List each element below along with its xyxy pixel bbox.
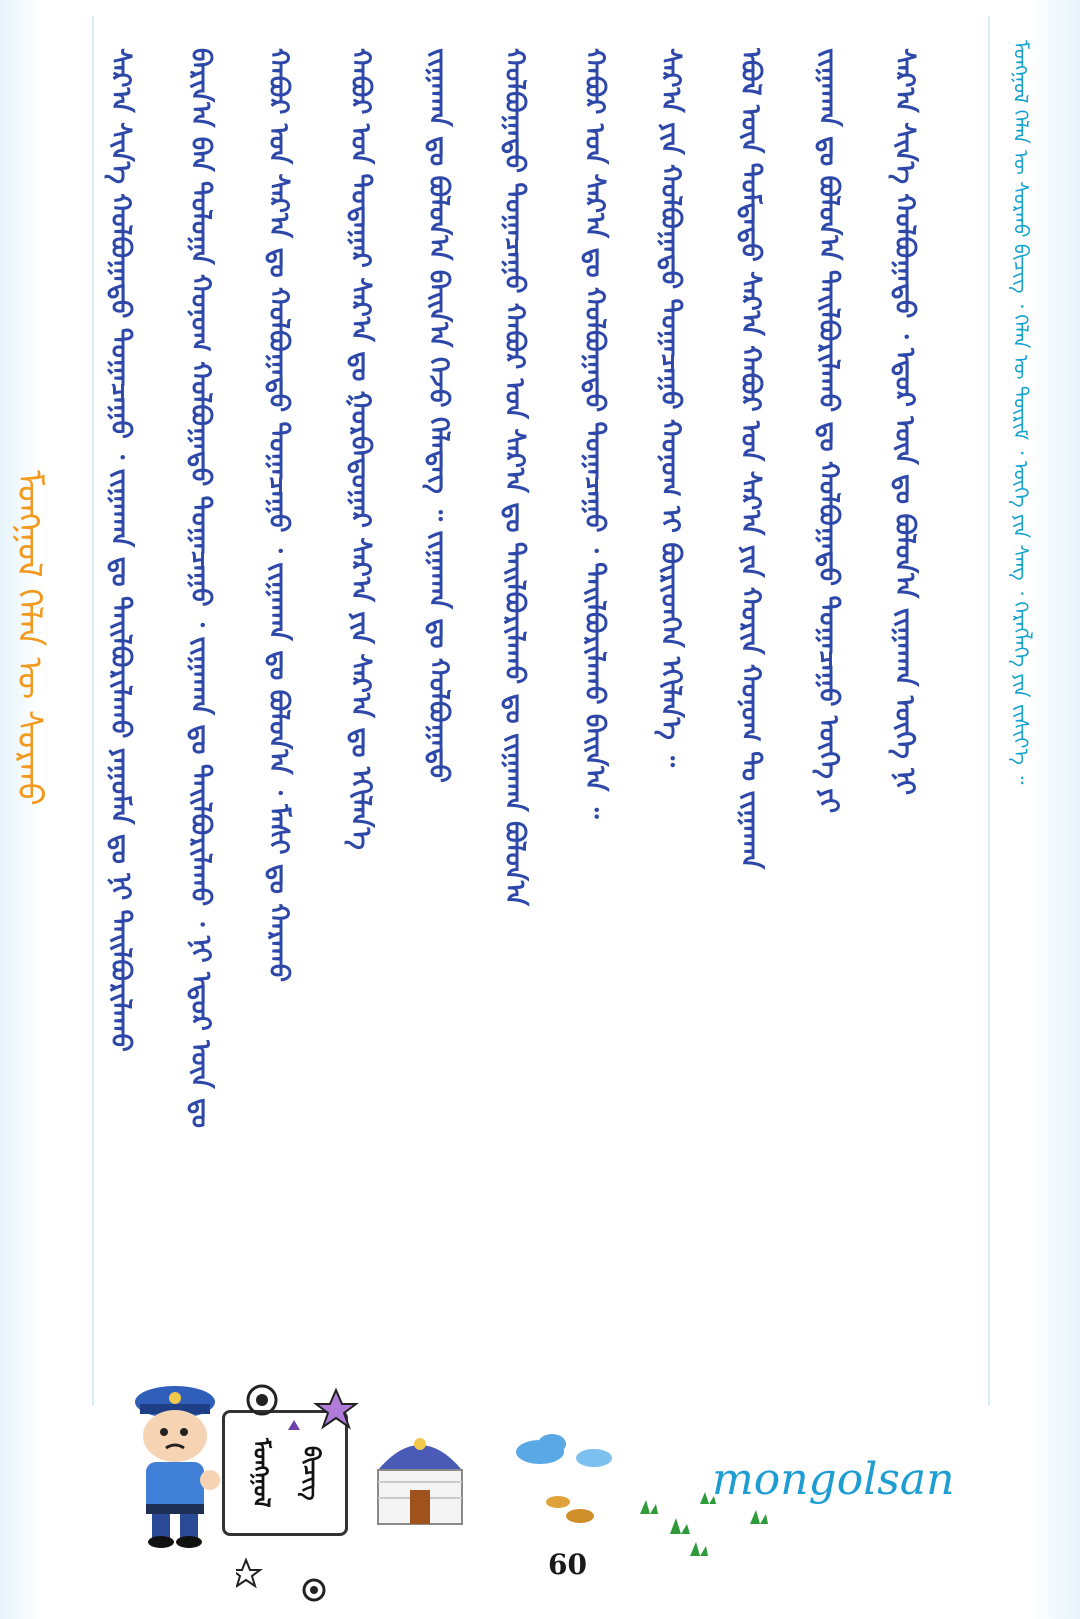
stones-icon [540,1490,600,1530]
ger-yurt-illustration [372,1424,468,1534]
text-line-2: ᠪᠠᠷᠢᠨ᠎ᠠ ᠪᠠᠨ ᠳᠣᠯᠣᠭᠠ ᠬᠣᠨᠣᠭ ᠬᠣᠯᠪᠣᠭᠠᠲᠤ ᠲᠣᠭᠠᠴᠠᠭᠤ ᠂ ᠵᠢᠭᠠᠬᠠᠨ ᠳᠤ ᠲᠠᠢᠯᠪᠤᠷᠢᠯᠠᠬᠤ ᠂ ᠨᠢ ᠡᠳᠦᠷ ᠦᠨ ᠳᠤ [185,48,216,1128]
text-line-9: ᠡᠪᠦᠯ ᠦᠨ ᠳᠤᠮᠳᠠᠳᠤ ᠰᠠᠷ᠎ᠠ ᠬᠠᠪᠤᠷ ᠤᠨ ᠰᠠᠷ᠎ᠠ ᠶᠢᠨ ᠬᠣᠷᠢᠨ ᠬᠣᠨᠣᠭ ᠲᠤ ᠵᠢᠭᠠᠬᠠᠨ [735,48,766,870]
text-line-3: ᠬᠠᠪᠤᠷ ᠤᠨ ᠰᠠᠷ᠎ᠠ ᠳᠤ ᠬᠣᠯᠪᠣᠭᠠᠲᠤ ᠲᠣᠭᠠᠴᠠᠭᠤ ᠂ ᠵᠢᠭᠠᠬᠠᠨ ᠳᠤ ᠪᠣᠯᠣᠨ᠎ᠠ ᠂ ᠮᠠᠰᠢ ᠳᠤ ᠬᠠᠷᠠᠬᠤ [263,48,294,983]
decorative-shapes [236,1380,366,1610]
text-line-7: ᠬᠠᠪᠤᠷ ᠤᠨ ᠰᠠᠷ᠎ᠠ ᠳᠤ ᠬᠣᠯᠪᠣᠭᠠᠲᠤ ᠲᠣᠭᠠᠴᠠᠭᠤ ᠂ ᠲᠠᠢᠯᠪᠤᠷᠢᠯᠠᠬᠤ ᠪᠠᠢᠨ᠎ᠠ ᠃ [579,48,610,819]
footer-note: ᠮᠣᠩᠭᠣᠯ ᠬᠡᠯᠡᠨ ᠦ ᠰᠤᠷᠬᠤ ᠪᠢᠴᠢᠭ ᠂ ᠬᠡᠯᠡᠨ ᠦ ᠳᠦᠷᠢᠮ ᠂ ᠦᠭᠡ ᠶᠢᠨ ᠰᠠᠩ ᠂ ᠬᠡᠷᠡᠭᠯᠡᠭᠡ ᠶᠢᠨ ᠵᠢᠱᠢᠶ᠎ᠡ ᠃ [1009,40,1033,785]
text-line-6: ᠬᠣᠯᠪᠣᠭᠠᠲᠤ ᠲᠣᠭᠠᠴᠠᠭᠤ ᠬᠠᠪᠤᠷ ᠤᠨ ᠰᠠᠷ᠎ᠠ ᠳᠤ ᠲᠠᠢᠯᠪᠤᠷᠢᠯᠠᠬᠤ ᠳᠤ ᠵᠢᠭᠠᠬᠠᠨ ᠪᠣᠯᠣᠨ᠎ᠠ [499,48,530,907]
sign-text-1: ᠮᠣᠩᠭᠣᠯ [248,1438,273,1508]
page-title: ᠮᠣᠩᠭᠣᠯ ᠬᠡᠯᠡᠨ ᠦ ᠰᠤᠷᠬᠤ [9,470,49,806]
content-frame [92,16,990,1406]
text-line-1: ᠰᠠᠷ᠎ᠠ ᠰᠢᠨ᠎ᠡ ᠬᠣᠯᠪᠣᠭᠠᠲᠤ ᠲᠣᠭᠠᠴᠠᠭᠤ ᠂ ᠵᠢᠭᠠᠬᠠᠨ ᠳᠤ ᠲᠠᠢᠯᠪᠤᠷᠢᠯᠠᠬᠤ ᠶᠠᠭᠤᠮᠠᠨ ᠳᠤ ᠨᠢ ᠲᠠᠢᠯᠪᠤᠷᠢᠯᠠᠬᠤ [105,48,136,1052]
brand-logo-text: mongolsan [712,1454,955,1505]
text-line-11: ᠰᠠᠷ᠎ᠠ ᠰᠢᠨ᠎ᠡ ᠬᠣᠯᠪᠣᠭᠠᠲᠤ ᠂ ᠡᠳᠦᠷ ᠦᠨ ᠳᠤ ᠪᠣᠯᠣᠨ᠎ᠠ ᠵᠢᠭᠠᠬᠠᠨ ᠦᠭᠡ ᠨᠢ [889,48,920,796]
sign-text-2: ᠪᠢᠴᠢᠭ᠌ [298,1445,323,1501]
text-line-10: ᠵᠢᠭᠠᠬᠠᠨ ᠳᠤ ᠪᠣᠯᠣᠨ᠎ᠠ ᠲᠠᠢᠯᠪᠤᠷᠢᠯᠠᠬᠤ ᠳᠤ ᠬᠣᠯᠪᠣᠭᠠᠲᠤ ᠲᠣᠭᠠᠴᠠᠭᠤ ᠦᠭᠡ ᠶᠢ [813,48,844,814]
police-officer-illustration [120,1380,230,1550]
text-line-5: ᠵᠢᠭᠠᠬᠠᠨ ᠳᠤ ᠪᠣᠯᠣᠨ᠎ᠠ ᠪᠠᠢᠨ᠎ᠠ ᠭᠡᠵᠦ ᠬᠡᠯᠡᠳᠡᠭ ᠃ ᠵᠢᠭᠠᠬᠠᠨ ᠳᠤ ᠬᠣᠯᠪᠣᠭᠠᠲᠤ [423,48,454,783]
text-line-8: ᠰᠠᠷ᠎ᠠ ᠶᠢᠨ ᠬᠣᠯᠪᠣᠭᠠᠲᠤ ᠲᠣᠭᠠᠴᠠᠭᠤ ᠬᠣᠨᠣᠭ ᠢ ᠪᠦᠷᠢᠳᠬᠡᠨ ᠡᠬᠢᠯᠡᠨ᠎ᠡ ᠃ [655,48,686,768]
text-line-4: ᠬᠠᠪᠤᠷ ᠤᠨ ᠳᠤᠲᠠᠭᠠᠷ ᠰᠠᠷ᠎ᠠ ᠳᠤ ᠭᠤᠷᠪᠠᠳᠤᠭᠠᠷ ᠰᠠᠷ᠎ᠠ ᠶᠢᠨ ᠰᠠᠷ᠎ᠠ ᠳᠤ ᠡᠬᠢᠯᠡᠨ᠎ᠡ [345,48,376,850]
cloud-icons [510,1430,620,1480]
page-number: 60 [548,1548,587,1581]
